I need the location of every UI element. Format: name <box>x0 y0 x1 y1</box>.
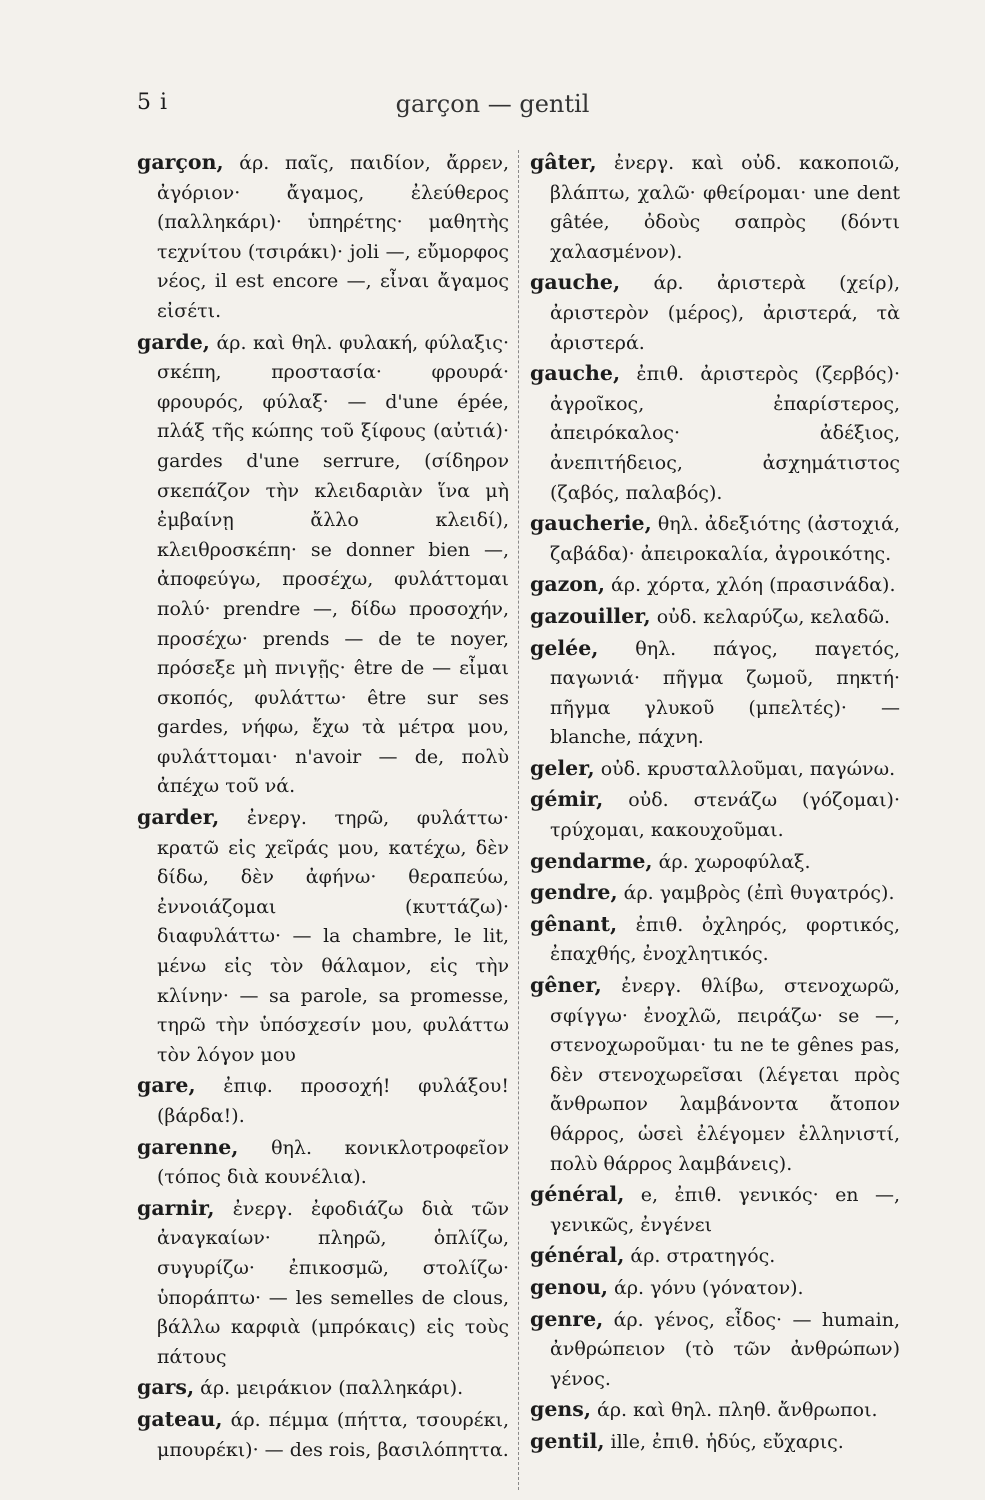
dictionary-entry <box>137 1373 509 1404</box>
dictionary-entry <box>530 570 900 601</box>
entry-headword: gentil, <box>530 1428 605 1453</box>
entry-headword: gendarme, <box>530 848 653 873</box>
entry-headword: genou, <box>530 1274 608 1299</box>
entry-headword: garçon, <box>137 150 224 174</box>
entry-definition: ἐνεργ. καὶ οὐδ. κακοποιῶ, βλάπτω, χαλῶ· φθείρομαι· une dent gâtée, ὀδοὺς σαπρὸς (δόντι χαλασμένον). <box>550 152 900 263</box>
entry-definition: e, ἐπιθ. γενικός· en —, γενικῶς, ἐνγένει <box>550 1184 900 1236</box>
dictionary-entry <box>530 359 900 508</box>
entry-definition: ille, ἐπιθ. ἡδύς, εὔχαρις. <box>604 1430 844 1453</box>
entry-definition: άρ. μειράκιον (παλληκάρι). <box>194 1377 464 1400</box>
entry-headword: gémir, <box>530 787 604 812</box>
entry-headword: gauche, <box>530 270 621 295</box>
right-column <box>530 148 900 1459</box>
dictionary-entry <box>137 148 509 327</box>
dictionary-entry <box>530 1180 900 1240</box>
dictionary-entry <box>137 328 509 803</box>
entry-headword: gare, <box>137 1073 196 1098</box>
entry-definition: ἐνεργ. ἐφοδιάζω διὰ τῶν ἀναγκαίων· πληρῶ, ὁπλίζω, συγυρίζω· ἐπικοσμῶ, στολίζω· ὑποράπτω· — les semelles de clous, βάλλω καρφιὰ (μπρόκαις) εἰς τοὺς πάτους <box>157 1197 509 1368</box>
dictionary-entry <box>530 1305 900 1395</box>
dictionary-entry <box>530 910 900 970</box>
entry-definition: άρ. καὶ θηλ. πληθ. ἄνθρωποι. <box>590 1399 878 1422</box>
dictionary-entry <box>530 878 900 909</box>
entry-headword: garenne, <box>137 1134 239 1159</box>
entry-headword: gelée, <box>530 635 599 660</box>
dictionary-entry <box>530 148 900 267</box>
entry-definition: άρ. χωροφύλαξ. <box>652 850 811 873</box>
dictionary-entry <box>530 1273 900 1304</box>
entry-definition: άρ. γόνυ (γόνατον). <box>608 1276 804 1299</box>
entry-definition: θηλ. πάγος, παγετός, παγωνιά· πῆγμα ζωμοῦ, πηκτή· πῆγμα γλυκοῦ (μπελτές)· — blanche, πάχνη. <box>550 637 900 749</box>
entry-definition: άρ. γαμβρὸς (ἐπὶ θυγατρός). <box>617 882 895 905</box>
entry-headword: gazon, <box>530 572 605 597</box>
entry-headword: gênant, <box>530 911 618 936</box>
entry-definition: άρ. ἀριστερὰ (χείρ), ἀριστερὸν (μέρος), ἀριστερά, τὰ ἀριστερά. <box>550 272 900 354</box>
dictionary-entry <box>530 634 900 753</box>
dictionary-entry <box>137 1133 509 1193</box>
entry-definition: άρ. γένος, εἶδος· — humain, ἀνθρώπειον (τὸ τῶν ἀνθρώπων) γένος. <box>550 1308 900 1390</box>
entry-definition: θηλ. κονικλοτροφεῖον (τόπος διὰ κουνέλια). <box>157 1136 509 1189</box>
entry-definition: ἐπιθ. ὀχληρός, φορτικός, ἐπαχθής, ἐνοχλητικός. <box>550 913 900 966</box>
dictionary-entry <box>530 847 900 878</box>
entry-headword: gateau, <box>137 1406 223 1431</box>
entry-definition: άρ. πέμμα (πήττα, τσουρέκι, μπουρέκι)· — des rois, βασιλόπηττα. <box>157 1408 509 1461</box>
entry-headword: garnir, <box>137 1195 215 1220</box>
entry-definition: άρ. καὶ θηλ. φυλακή, φύλαξις· σκέπη, προστασία· φρουρά· φρουρός, φύλαξ· — d'une épée, πλάξ τῆς κώπης τοῦ ξίφους (αὐτιά)· gardes d'une serrure, (σίδηρον σκεπάζον τὴν κλειδαριὰν ἵνα μὴ ἐμβαίνῃ ἄλλο κλειδί), κλειθροσκέπη· se donner bien —, ἀποφεύγω, προσέχω, φυλάττομαι πολύ· prendre —, δίδω προσοχήν, προσέχω· prends — de te noyer, πρόσεξε μὴ πνιγῇς· être de — εἶμαι σκοπός, φυλάττω· être sur ses gardes, νήφω, ἔχω τὰ μέτρα μου, φυλάττομαι· n'avoir — de, πολὺ ἀπέχω τοῦ νά. <box>157 331 509 798</box>
dictionary-entry <box>530 268 900 358</box>
page-header <box>0 90 985 120</box>
entry-headword: général, <box>530 1243 625 1268</box>
dictionary-entry <box>137 1071 509 1131</box>
entry-definition: οὐδ. στενάζω (γόζομαι)· τρύχομαι, κακουχοῦμαι. <box>550 789 900 842</box>
entry-headword: gauche, <box>530 361 621 386</box>
entry-headword: genre, <box>530 1306 604 1331</box>
entry-definition: ἐνεργ. τηρῶ, φυλάττω· κρατῶ εἰς χεῖράς μου, κατέχω, δὲν δίδω, δὲν ἀφήνω· θεραπεύω, ἐννοιάζομαι (κυττάζω)· διαφυλάττω· — la chambre, le lit, μένω εἰς τὸν θάλαμον, εἰς τὴν κλίνην· — sa parole, sa promesse, τηρῶ τὴν ὑπόσχεσίν μου, φυλάττω τὸν λόγον μου <box>157 807 509 1066</box>
running-head: garçon — gentil <box>395 90 590 118</box>
entry-headword: général, <box>530 1182 625 1207</box>
entry-headword: gaucherie, <box>530 511 652 536</box>
column-divider <box>518 150 519 1490</box>
entry-headword: gêner, <box>530 973 602 998</box>
entry-headword: gazouiller, <box>530 603 651 628</box>
entry-headword: garde, <box>137 329 210 354</box>
entry-definition: οὐδ. κρυσταλλοῦμαι, παγώνω. <box>594 757 896 780</box>
entry-headword: gens, <box>530 1397 591 1422</box>
entry-definition: άρ. χόρτα, χλόη (πρασινάδα). <box>604 574 896 597</box>
left-column <box>137 148 509 1466</box>
dictionary-entry <box>530 754 900 785</box>
page-number: 5 i <box>137 90 169 115</box>
entry-headword: geler, <box>530 755 595 780</box>
entry-definition: θηλ. ἀδεξιότης (ἀστοχιά, ζαβάδα)· ἀπειροκαλία, ἀγροικότης. <box>550 513 900 565</box>
entry-definition: ἐπιφ. προσοχή! φυλάξου! (βάρδα!). <box>157 1075 509 1127</box>
entry-definition: άρ. παῖς, παιδίον, ἄρρεν, ἀγόριον· ἄγαμος, ἐλεύθερος (παλληκάρι)· ὑπηρέτης· μαθητὴς τεχνίτου (τσιράκι)· joli —, εὔμορφος νέος, il est encore —, εἶναι ἄγαμος εἰσέτι. <box>157 152 509 322</box>
dictionary-entry <box>137 1405 509 1465</box>
entry-headword: gendre, <box>530 880 618 905</box>
dictionary-entry <box>530 1395 900 1426</box>
dictionary-entry <box>530 1427 900 1458</box>
dictionary-entry <box>530 509 900 569</box>
entry-definition: ἐνεργ. θλίβω, στενοχωρῶ, σφίγγω· ἐνοχλῶ, πειράζω· se —, στενοχωροῦμαι· tu ne te gênes pas, δὲν στενοχωρεῖσαι (λέγεται πρὸς ἄνθρωπον λαμβάνοντα ἄτοπον θάρρος, ὡσεὶ ἐλέγομεν ἑλληνιστί, πολὺ θάρρος λαμβάνεις). <box>550 975 900 1175</box>
dictionary-entry <box>137 803 509 1070</box>
entry-definition: ἐπιθ. ἀριστερὸς (ζερβός)· ἀγροῖκος, ἐπαρίστερος, ἀπειρόκαλος· ἀδέξιος, ἀνεπιτήδειος, ἀσχημάτιστος (ζαβός, παλαβός). <box>550 363 900 504</box>
dictionary-entry <box>530 971 900 1179</box>
dictionary-entry <box>530 602 900 633</box>
entry-headword: garder, <box>137 805 220 830</box>
dictionary-entry <box>530 785 900 845</box>
entry-definition: οὐδ. κελαρύζω, κελαδῶ. <box>650 605 890 628</box>
dictionary-entry <box>137 1194 509 1373</box>
entry-headword: gars, <box>137 1375 195 1400</box>
entry-definition: άρ. στρατηγός. <box>624 1245 776 1268</box>
entry-headword: gâter, <box>530 150 597 174</box>
dictionary-entry <box>530 1241 900 1272</box>
